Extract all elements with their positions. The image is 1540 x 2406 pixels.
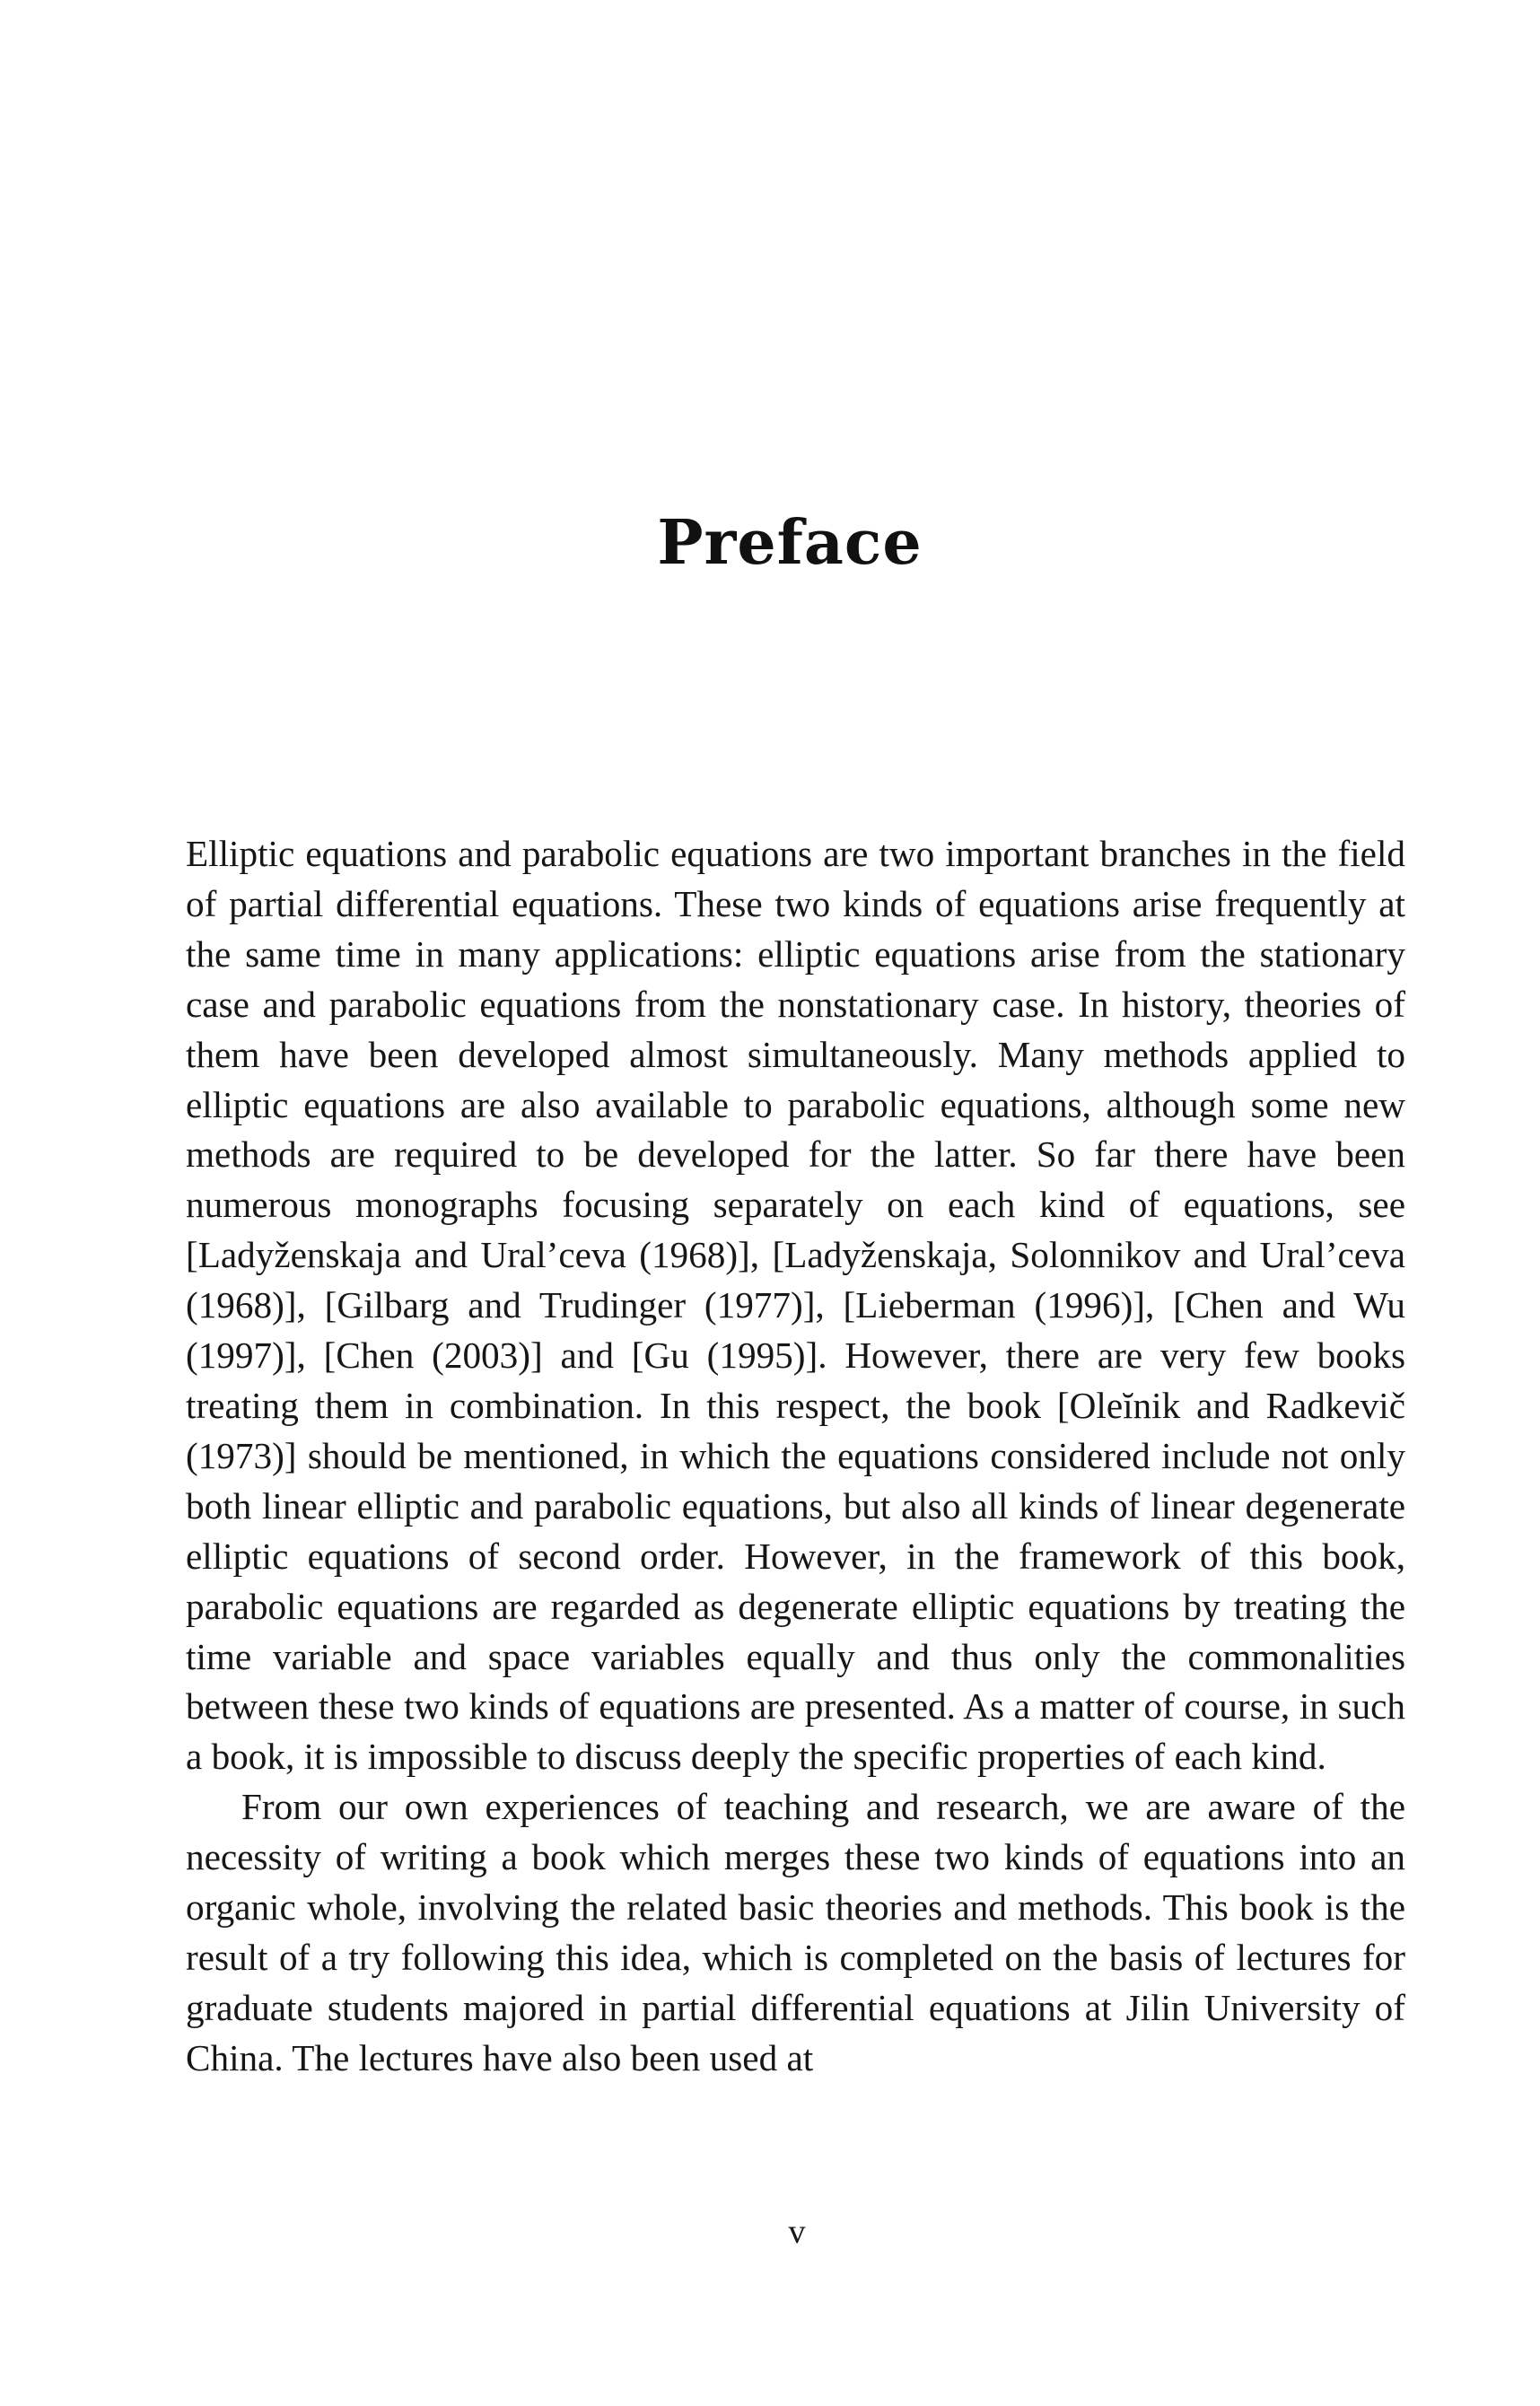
page-title: Preface [657,507,923,579]
paragraph-2: From our own experiences of teaching and research, we are aware of the necessity of writing a book which merges these two kinds of equations into an organic whole, involving the related basic theories and methods. This book is the result of a try following this idea, which is completed on the basis of lectures for graduate students majored in partial differential equations at Jilin University of China. The lectures have also been used at [186,1786,1405,2078]
paragraph-1: Elliptic equations and parabolic equations are two important branches in the field of partial differential equations. These two kinds of equations arise frequently at the same time in many applications: elliptic equations arise from the stationary case and parabolic equations from the nonstationary case. In history, theories of them have been developed almost simultaneously. Many methods applied to elliptic equations are also available to parabolic equations, although some new methods are required to be developed for the latter. So far there have been numerous monographs focusing separately on each kind of equations, see [Ladyženskaja and Ural’ceva (1968)], [Ladyženskaja, Solonnikov and Ural’ceva (1968)], [Gilbarg and Trudinger (1977)], [Lieberman (1996)], [Chen and Wu (1997)], [Chen (2003)] and [Gu (1995)]. However, there are very few books treating them in combination. In this respect, the book [Oleĭnik and Radkevič (1973)] should be mentioned, in which the equations considered include not only both linear elliptic and parabolic equations, but also all kinds of linear degenerate elliptic equations of second order. However, in the framework of this book, parabolic equations are regarded as degenerate elliptic equations by treating the time variable and space variables equally and thus only the commonalities between these two kinds of equations are presented. As a matter of course, in such a book, it is impossible to discuss deeply the specific properties of each kind. [186,833,1405,1778]
body-text [186,829,1405,2084]
page-number: v [788,2213,806,2251]
